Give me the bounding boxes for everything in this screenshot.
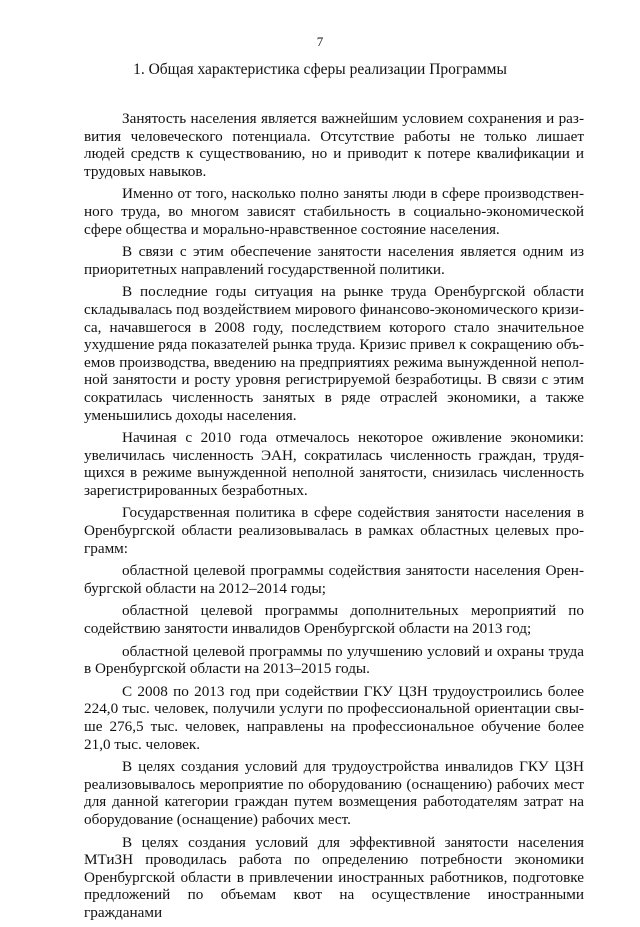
paragraph-foreign-workers: В целях создания условий для эффективной занятости населения МТиЗН проводилась работа по определению потребности экономики Оренбургской области в привлечении иностранных работников, подготовке предложений по объемам квот на осуществление иностранными гражданами [84, 833, 584, 921]
paragraph-state-policy-priority: В связи с этим обеспечение занятости населения является одним из приоритетных направлений государственной политики. [84, 243, 584, 278]
paragraph-regional-programs-intro: Государственная политика в сфере содействия занятости населения в Оренбургской области реализовывалась в рамках областных целевых программ: [84, 504, 584, 557]
paragraph-results-2008-2013: С 2008 по 2013 год при содействии ГКУ ЦЗН трудоустроились более 224,0 тыс. человек, получили услуги по профессиональной ориентации свыше 276,5 тыс. человек, направлены на профессиональное обучение более 21,0 тыс. человек. [84, 682, 584, 753]
paragraph-program-disabled: областной целевой программы дополнительных мероприятий по содействию занятости инвалидов Оренбургской области на 2013 год; [84, 602, 584, 638]
paragraph-productive-labor: Именно от того, насколько полно заняты люди в сфере производственного труда, во многом зависят стабильность в социально-экономической сфере общества и морально-нравственное состояние населения. [84, 185, 584, 238]
page-number: 7 [316, 34, 324, 49]
paragraph-labor-market-crisis: В последние годы ситуация на рынке труда Оренбургской области складывалась под воздействием мирового финансово-экономического кризиса, начавшегося в 2008 году, последствием которого стало значительное ухудшение ряда показателей рынка труда. Кризис привел к сокращению объемов производства, введению на предприятиях режима вынужденной неполной занятости и росту уровня регистрируемой безработицы. В связи с этим сократилась численность занятых в ряде отраслей экономики, а также уменьшились доходы населения. [84, 283, 584, 424]
document-body [84, 110, 584, 927]
paragraph-program-labor-safety: областной целевой программы по улучшению условий и охраны труда в Оренбургской области на 2013–2015 годы. [84, 642, 584, 678]
paragraph-employment-importance: Занятость населения является важнейшим условием сохранения и развития человеческого потенциала. Отсутствие работы не только лишает людей средств к существованию, но и приводит к потере квалификации и трудовых навыков. [84, 110, 584, 180]
paragraph-economic-recovery: Начиная с 2010 года отмечалось некоторое оживление экономики: увеличилась численность ЭАН, сократилась численность граждан, трудящихся в режиме вынужденной неполной занятости, снизилась численность зарегистрированных безработных. [84, 429, 584, 499]
paragraph-disabled-workplaces: В целях создания условий для трудоустройства инвалидов ГКУ ЦЗН реализовывалось мероприятие по оборудованию (оснащению) рабочих мест для данной категории граждан путем возмещения работодателям затрат на оборудование (оснащение) рабочих мест. [84, 758, 584, 828]
section-title: 1. Общая характеристика сферы реализации Программы [133, 61, 507, 78]
paragraph-program-employment: областной целевой программы содействия занятости населения Оренбургской области на 2012–2014 годы; [84, 562, 584, 597]
